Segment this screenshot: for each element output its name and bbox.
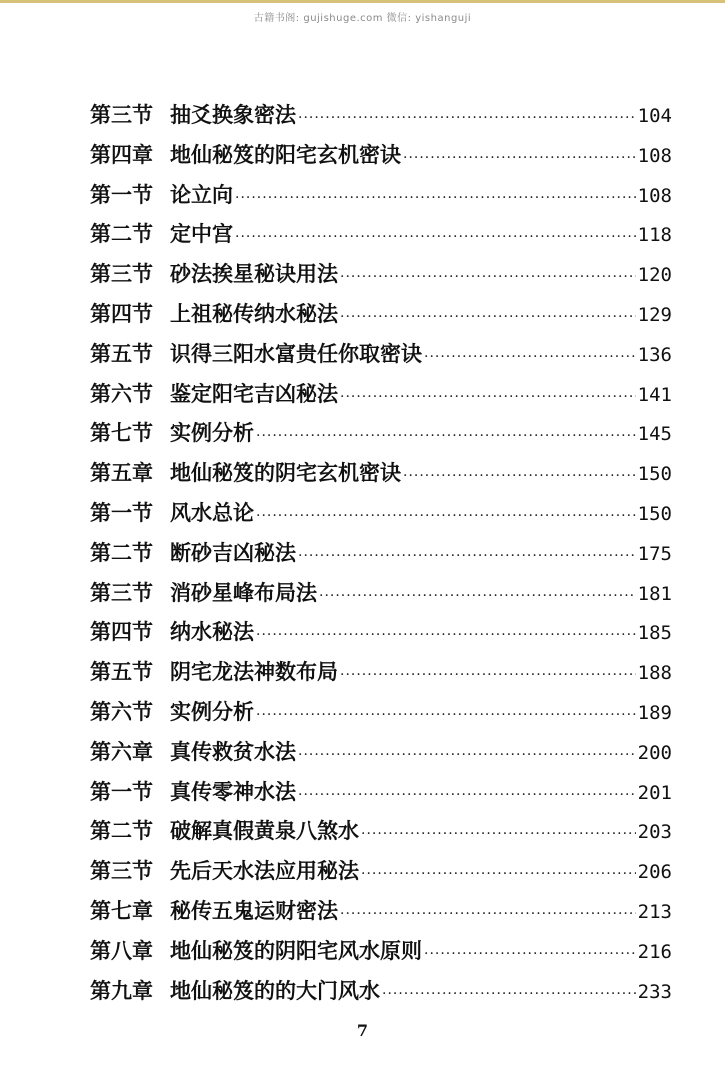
toc-entry-page: 189 — [637, 701, 672, 724]
toc-entry — [90, 577, 672, 617]
toc-entry-label: 第三节 — [90, 261, 153, 287]
toc-dot-leader — [403, 468, 636, 484]
toc-entry — [90, 855, 672, 895]
toc-entry — [90, 736, 672, 776]
toc-entry — [90, 179, 672, 219]
toc-entry-page: 129 — [637, 303, 672, 326]
toc-entry — [90, 656, 672, 696]
toc-entry-title: 实例分析 — [170, 698, 254, 724]
toc-entry-page: 200 — [637, 741, 672, 764]
toc-entry-page: 136 — [637, 343, 672, 366]
toc-entry — [90, 99, 672, 139]
toc-entry — [90, 497, 672, 537]
toc-entry — [90, 218, 672, 258]
toc-dot-leader — [340, 906, 636, 922]
toc-entry-label: 第四节 — [90, 300, 153, 326]
toc-entry-label: 第三节 — [90, 579, 153, 605]
toc-entry-title: 真传救贫水法 — [170, 738, 296, 764]
toc-entry-page: 150 — [637, 502, 672, 525]
toc-entry-label: 第七章 — [90, 897, 153, 923]
toc-entry-page: 188 — [637, 662, 672, 685]
toc-dot-leader — [298, 548, 636, 564]
toc-dot-leader — [340, 309, 636, 325]
toc-entry-title: 破解真假黄泉八煞水 — [170, 818, 359, 844]
toc-entry-page: 141 — [637, 383, 672, 406]
toc-entry-title: 地仙秘笈的阴阳宅风水原则 — [170, 937, 422, 963]
toc-entry — [90, 895, 672, 935]
toc-entry-label: 第三节 — [90, 102, 153, 127]
toc-dot-leader — [256, 707, 636, 723]
toc-dot-leader — [361, 866, 636, 882]
toc-entry-page: 216 — [637, 940, 672, 963]
toc-entry-page: 175 — [637, 542, 672, 565]
toc-entry — [90, 975, 672, 1015]
toc-entry-title: 纳水秘法 — [170, 619, 254, 645]
toc-entry-page: 108 — [637, 144, 672, 167]
toc-dot-leader — [235, 229, 636, 245]
toc-dot-leader — [298, 747, 636, 763]
toc-entry-page: 201 — [637, 781, 672, 804]
toc-entry-title: 识得三阳水富贵任你取密诀 — [170, 340, 422, 366]
toc-dot-leader — [340, 269, 636, 285]
toc-dot-leader — [235, 190, 636, 206]
toc-entry — [90, 696, 672, 736]
toc-entry-label: 第五章 — [90, 460, 153, 486]
toc-entry-title: 鉴定阳宅吉凶秘法 — [170, 380, 338, 406]
toc-entry-page: 108 — [637, 184, 672, 207]
toc-dot-leader — [382, 986, 636, 1002]
toc-entry — [90, 258, 672, 298]
toc-entry-title: 真传零神水法 — [170, 778, 296, 804]
toc-entry — [90, 616, 672, 656]
toc-entry — [90, 378, 672, 418]
toc-entry-page: 145 — [637, 423, 672, 446]
toc-entry-label: 第八章 — [90, 937, 153, 963]
toc-entry-label: 第六节 — [90, 698, 153, 724]
table-of-contents — [90, 99, 672, 1014]
toc-entry-label: 第一节 — [90, 181, 153, 207]
toc-entry-page: 120 — [637, 264, 672, 287]
toc-entry-label: 第四章 — [90, 141, 153, 167]
toc-entry-title: 先后天水法应用秘法 — [170, 858, 359, 884]
toc-entry-title: 抽爻换象密法 — [170, 102, 296, 127]
toc-entry — [90, 338, 672, 378]
toc-dot-leader — [256, 627, 636, 643]
toc-entry — [90, 298, 672, 338]
toc-entry-page: 181 — [637, 582, 672, 605]
toc-entry-label: 第一节 — [90, 499, 153, 525]
toc-dot-leader — [340, 389, 636, 405]
toc-entry-title: 定中宫 — [170, 221, 233, 247]
toc-entry-title: 实例分析 — [170, 420, 254, 446]
toc-entry — [90, 935, 672, 975]
toc-entry-title: 地仙秘笈的的大门风水 — [170, 977, 380, 1003]
toc-dot-leader — [298, 110, 636, 126]
toc-dot-leader — [298, 787, 636, 803]
toc-entry-label: 第四节 — [90, 619, 153, 645]
toc-entry-label: 第五节 — [90, 340, 153, 366]
toc-entry-title: 风水总论 — [170, 499, 254, 525]
toc-entry-title: 论立向 — [170, 181, 233, 207]
toc-entry-page: 213 — [637, 900, 672, 923]
watermark: 古籍书阁: gujishuge.com 微信: yishanguji — [253, 13, 472, 24]
toc-entry-label: 第六章 — [90, 738, 153, 764]
toc-entry-label: 第五节 — [90, 659, 153, 685]
toc-entry-page: 150 — [637, 463, 672, 486]
toc-entry-label: 第六节 — [90, 380, 153, 406]
toc-dot-leader — [340, 667, 636, 683]
toc-entry-label: 第二节 — [90, 539, 153, 565]
toc-entry-title: 地仙秘笈的阳宅玄机密诀 — [170, 141, 401, 167]
toc-entry — [90, 457, 672, 497]
toc-entry-label: 第九章 — [90, 977, 153, 1003]
toc-entry-title: 砂法挨星秘诀用法 — [170, 261, 338, 287]
toc-entry — [90, 417, 672, 457]
toc-entry-label: 第二节 — [90, 818, 153, 844]
toc-entry-title: 消砂星峰布局法 — [170, 579, 317, 605]
page-number: 7 — [356, 1021, 369, 1040]
toc-entry-label: 第二节 — [90, 221, 153, 247]
toc-entry-title: 地仙秘笈的阴宅玄机密诀 — [170, 460, 401, 486]
toc-entry-label: 第三节 — [90, 858, 153, 884]
toc-dot-leader — [319, 588, 636, 604]
toc-dot-leader — [403, 150, 636, 166]
toc-dot-leader — [256, 508, 636, 524]
toc-entry-page: 185 — [637, 622, 672, 645]
toc-entry-page: 118 — [637, 224, 672, 247]
toc-entry — [90, 776, 672, 816]
toc-entry-page: 104 — [637, 105, 672, 127]
toc-entry — [90, 815, 672, 855]
toc-entry-page: 203 — [637, 821, 672, 844]
toc-entry-page: 206 — [637, 861, 672, 884]
toc-dot-leader — [256, 428, 636, 444]
toc-dot-leader — [424, 349, 636, 365]
toc-dot-leader — [361, 826, 636, 842]
toc-entry-label: 第一节 — [90, 778, 153, 804]
toc-entry — [90, 537, 672, 577]
toc-entry — [90, 139, 672, 179]
toc-entry-title: 秘传五鬼运财密法 — [170, 897, 338, 923]
toc-entry-title: 断砂吉凶秘法 — [170, 539, 296, 565]
toc-entry-label: 第七节 — [90, 420, 153, 446]
toc-entry-page: 233 — [637, 980, 672, 1003]
toc-dot-leader — [424, 946, 636, 962]
toc-entry-title: 阴宅龙法神数布局 — [170, 659, 338, 685]
toc-entry-title: 上祖秘传纳水秘法 — [170, 300, 338, 326]
